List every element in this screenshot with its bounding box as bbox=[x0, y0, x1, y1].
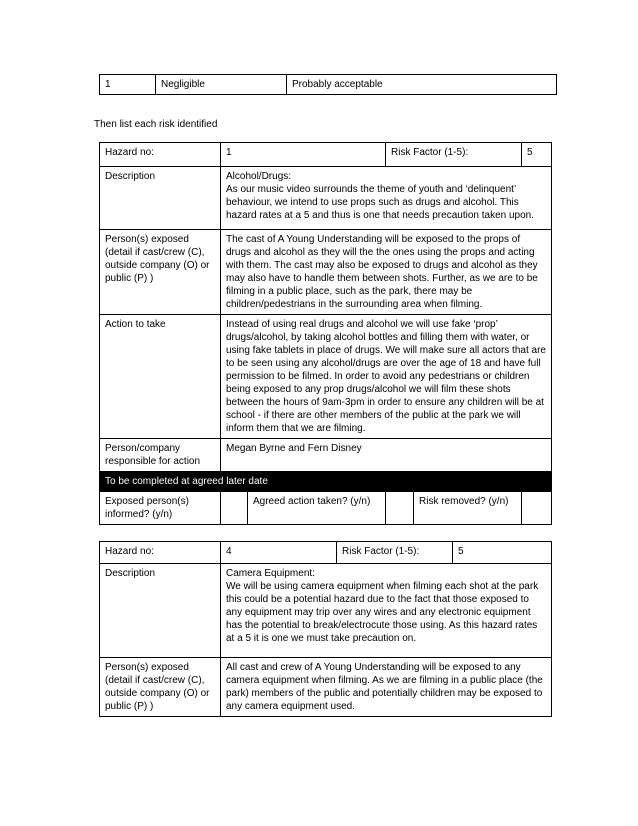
description-text: Camera Equipment: We will be using camera equipment when filming each shot at the park this could be a potential hazard due to the fact that those exposed to any equipment may trip over any wires and any electronic equipment has the potential to break/electrocute those using. As this hazard rates at a 5 it is one we must take precaution on. bbox=[221, 564, 552, 658]
scale-outcome: Probably acceptable bbox=[287, 75, 557, 95]
responsible-label: Person/company responsible for action bbox=[100, 439, 221, 472]
persons-exposed-label: Person(s) exposed (detail if cast/crew (C), outside company (O) or public (P) ) bbox=[100, 658, 221, 717]
risk-assessment-table-2 bbox=[99, 541, 552, 717]
description-label: Description bbox=[100, 564, 221, 658]
table-row bbox=[100, 439, 552, 472]
agreed-label: Agreed action taken? (y/n) bbox=[248, 492, 386, 525]
risk-assessment-table-1 bbox=[99, 142, 552, 525]
removed-label: Risk removed? (y/n) bbox=[414, 492, 522, 525]
scale-label: Negligible bbox=[156, 75, 287, 95]
risk-factor-label: Risk Factor (1-5): bbox=[386, 143, 522, 167]
hazard-label: Hazard no: bbox=[100, 143, 221, 167]
hazard-label: Hazard no: bbox=[100, 542, 221, 564]
informed-value-cell bbox=[221, 492, 248, 525]
action-text: Instead of using real drugs and alcohol we will use fake ‘prop’ drugs/alcohol, by taking alcohol bottles and filling them with water, or using fake tablets in place of drugs. We will make sure all actors that are to be seen using any alcohol/drugs are over the age of 18 and have full permission to be filmed. In order to avoid any pedestrians or children being exposed to any prop drugs/alcohol we will film these shots between the hours of 9am-3pm in order to ensure any children will be at school - if there are other members of the public at the park we will inform them that we are filming. bbox=[221, 315, 552, 439]
informed-label: Exposed person(s) informed? (y/n) bbox=[100, 492, 221, 525]
table-row bbox=[100, 658, 552, 717]
table-row bbox=[100, 564, 552, 658]
responsible-text: Megan Byrne and Fern Disney bbox=[221, 439, 552, 472]
intro-text: Then list each risk identified bbox=[94, 119, 218, 130]
action-label: Action to take bbox=[100, 315, 221, 439]
risk-factor-value: 5 bbox=[522, 143, 552, 167]
removed-value-cell bbox=[522, 492, 552, 525]
completion-band: To be completed at agreed later date bbox=[100, 472, 552, 492]
hazard-number: 4 bbox=[221, 542, 337, 564]
table-row bbox=[100, 143, 552, 167]
hazard-number: 1 bbox=[221, 143, 386, 167]
persons-exposed-text: All cast and crew of A Young Understanding will be exposed to any camera equipment when filming. As we are filming in a public place (the park) members of the public and potentially children may be exposed to any camera equipment used. bbox=[221, 658, 552, 717]
table-row bbox=[100, 472, 552, 492]
table-row bbox=[100, 542, 552, 564]
description-text: Alcohol/Drugs: As our music video surrounds the theme of youth and ‘delinquent’ behaviour, we intend to use props such as drugs and alcohol. This hazard rates at a 5 and thus is one that needs precaution taken upon. bbox=[221, 167, 552, 230]
table-row bbox=[100, 315, 552, 439]
risk-factor-label: Risk Factor (1-5): bbox=[337, 542, 453, 564]
scale-level: 1 bbox=[100, 75, 156, 95]
description-label: Description bbox=[100, 167, 221, 230]
table-row bbox=[100, 167, 552, 230]
table-row bbox=[100, 75, 557, 95]
agreed-value-cell bbox=[386, 492, 414, 525]
table-row bbox=[100, 230, 552, 315]
risk-factor-value: 5 bbox=[453, 542, 552, 564]
persons-exposed-label: Person(s) exposed (detail if cast/crew (C), outside company (O) or public (P) ) bbox=[100, 230, 221, 315]
persons-exposed-text: The cast of A Young Understanding will be exposed to the props of drugs and alcohol as they will the the ones using the props and acting with them. The cast may also be exposed to drugs and alcohol as they may also have to handle them between shots. Further, as we are to be filming in a public place, such as the park, there may be children/pedestrians in the surrounding area when filming. bbox=[221, 230, 552, 315]
risk-scale-table bbox=[99, 74, 557, 95]
table-row bbox=[100, 492, 552, 525]
